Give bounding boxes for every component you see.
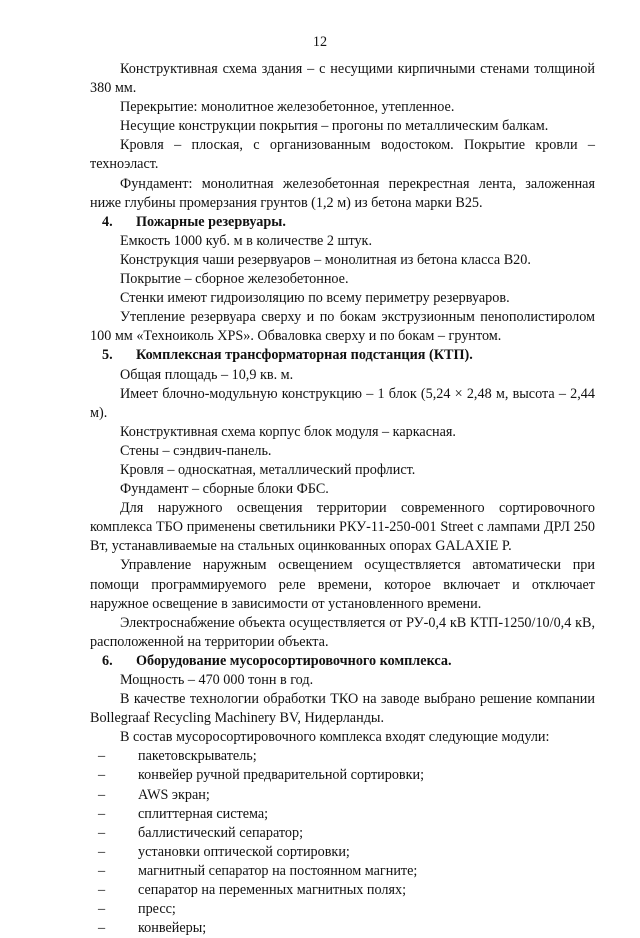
paragraph: Кровля – односкатная, металлический профлист.	[120, 461, 416, 478]
paragraph: Для наружного освещения территории современного сортировочного комплекса ТБО применены светильники РКУ-11-250-001 Street с лампами ДРЛ 250 Вт, устанавливаемые на стальных оцинкованных опорах GALAXIE P.	[90, 500, 595, 555]
list-item	[90, 862, 595, 881]
section-heading	[90, 213, 595, 232]
list-item	[90, 766, 595, 785]
paragraph: Кровля – плоская, с организованным водостоком. Покрытие кровли – техноэласт.	[90, 137, 595, 173]
list-dash: –	[98, 920, 106, 937]
list-dash: –	[98, 843, 106, 860]
list-item	[90, 824, 595, 843]
list-item	[90, 786, 595, 805]
section-number: 6.	[102, 652, 113, 669]
list-dash: –	[98, 748, 106, 765]
paragraph: Конструктивная схема корпус блок модуля – каркасная.	[120, 423, 456, 440]
list-dash: –	[98, 805, 106, 822]
list-item	[90, 843, 595, 862]
list-item-text: конвейер ручной предварительной сортировки;	[138, 767, 425, 784]
paragraph: Фундамент: монолитная железобетонная перекрестная лента, заложенная ниже глубины промерзания грунтов (1,2 м) из бетона марки В25.	[90, 175, 595, 211]
paragraph: Фундамент – сборные блоки ФБС.	[120, 481, 329, 498]
section-title: Комплексная трансформаторная подстанция (КТП).	[136, 347, 473, 364]
list-item	[90, 805, 595, 824]
paragraph: Имеет блочно-модульную конструкцию – 1 блок (5,24 × 2,48 м, высота – 2,44 м).	[90, 385, 595, 421]
list-dash: –	[98, 882, 106, 899]
list-dash: –	[98, 767, 106, 784]
list-dash: –	[98, 824, 106, 841]
section-number: 4.	[102, 213, 113, 230]
list-item-text: AWS экран;	[138, 786, 210, 803]
list-dash: –	[98, 901, 106, 918]
paragraph: Емкость 1000 куб. м в количестве 2 штук.	[120, 232, 372, 249]
list-item-text: сплиттерная система;	[138, 805, 269, 822]
document-body	[90, 60, 595, 938]
paragraph: Несущие конструкции покрытия – прогоны по металлическим балкам.	[120, 118, 549, 135]
paragraph: Управление наружным освещением осуществляется автоматически при помощи программируемого реле времени, которое включает и отключает наружное освещение в зависимости от установленного времени.	[90, 557, 595, 612]
paragraph: Мощность – 470 000 тонн в год.	[120, 672, 314, 688]
list-item-text: баллистический сепаратор;	[138, 824, 304, 841]
paragraph: Конструктивная схема здания – с несущими кирпичными стенами толщиной 380 мм.	[90, 61, 595, 97]
list-dash: –	[98, 786, 106, 803]
paragraph: Электроснабжение объекта осуществляется от РУ-0,4 кВ КТП-1250/10/0,4 кВ, расположенной на территории объекта.	[90, 614, 595, 650]
list-item	[90, 900, 595, 919]
paragraph: Общая площадь – 10,9 кв. м.	[120, 366, 294, 383]
list-item-text: сепаратор на переменных магнитных полях;	[138, 882, 407, 899]
list-dash: –	[98, 862, 106, 879]
list-item-text: конвейеры;	[138, 920, 207, 937]
section-heading	[90, 652, 595, 671]
section-title: Оборудование мусоросортировочного комплекса.	[136, 652, 452, 669]
list-item	[90, 747, 595, 766]
list-item-text: установки оптической сортировки;	[138, 843, 350, 860]
paragraph: Стены – сэндвич-панель.	[120, 442, 272, 459]
paragraph: Конструкция чаши резервуаров – монолитная из бетона класса В20.	[120, 251, 531, 268]
section-title: Пожарные резервуары.	[136, 213, 286, 230]
paragraph: В состав мусоросортировочного комплекса входят следующие модули:	[120, 729, 550, 746]
list-item-text: пакетовскрыватель;	[138, 748, 257, 765]
paragraph: Перекрытие: монолитное железобетонное, утепленное.	[120, 99, 455, 116]
list-item-text: магнитный сепаратор на постоянном магните;	[138, 862, 418, 879]
paragraph: Утепление резервуара сверху и по бокам экструзионным пенополистиролом 100 мм «Техноиколь XPS». Обваловка сверху и по бокам – грунтом.	[90, 309, 595, 345]
list-item-text: пресс;	[138, 901, 176, 918]
section-number: 5.	[102, 347, 113, 364]
list-item	[90, 919, 595, 938]
module-list	[90, 747, 595, 938]
paragraph: Стенки имеют гидроизоляцию по всему периметру резервуаров.	[120, 290, 510, 307]
section-heading	[90, 346, 595, 365]
paragraph: Покрытие – сборное железобетонное.	[120, 271, 349, 288]
paragraph: В качестве технологии обработки ТКО на заводе выбрано решение компании Bollegraaf Recycling Machinery BV, Нидерланды.	[90, 691, 595, 727]
list-item	[90, 881, 595, 900]
page-number: 12	[312, 34, 328, 50]
